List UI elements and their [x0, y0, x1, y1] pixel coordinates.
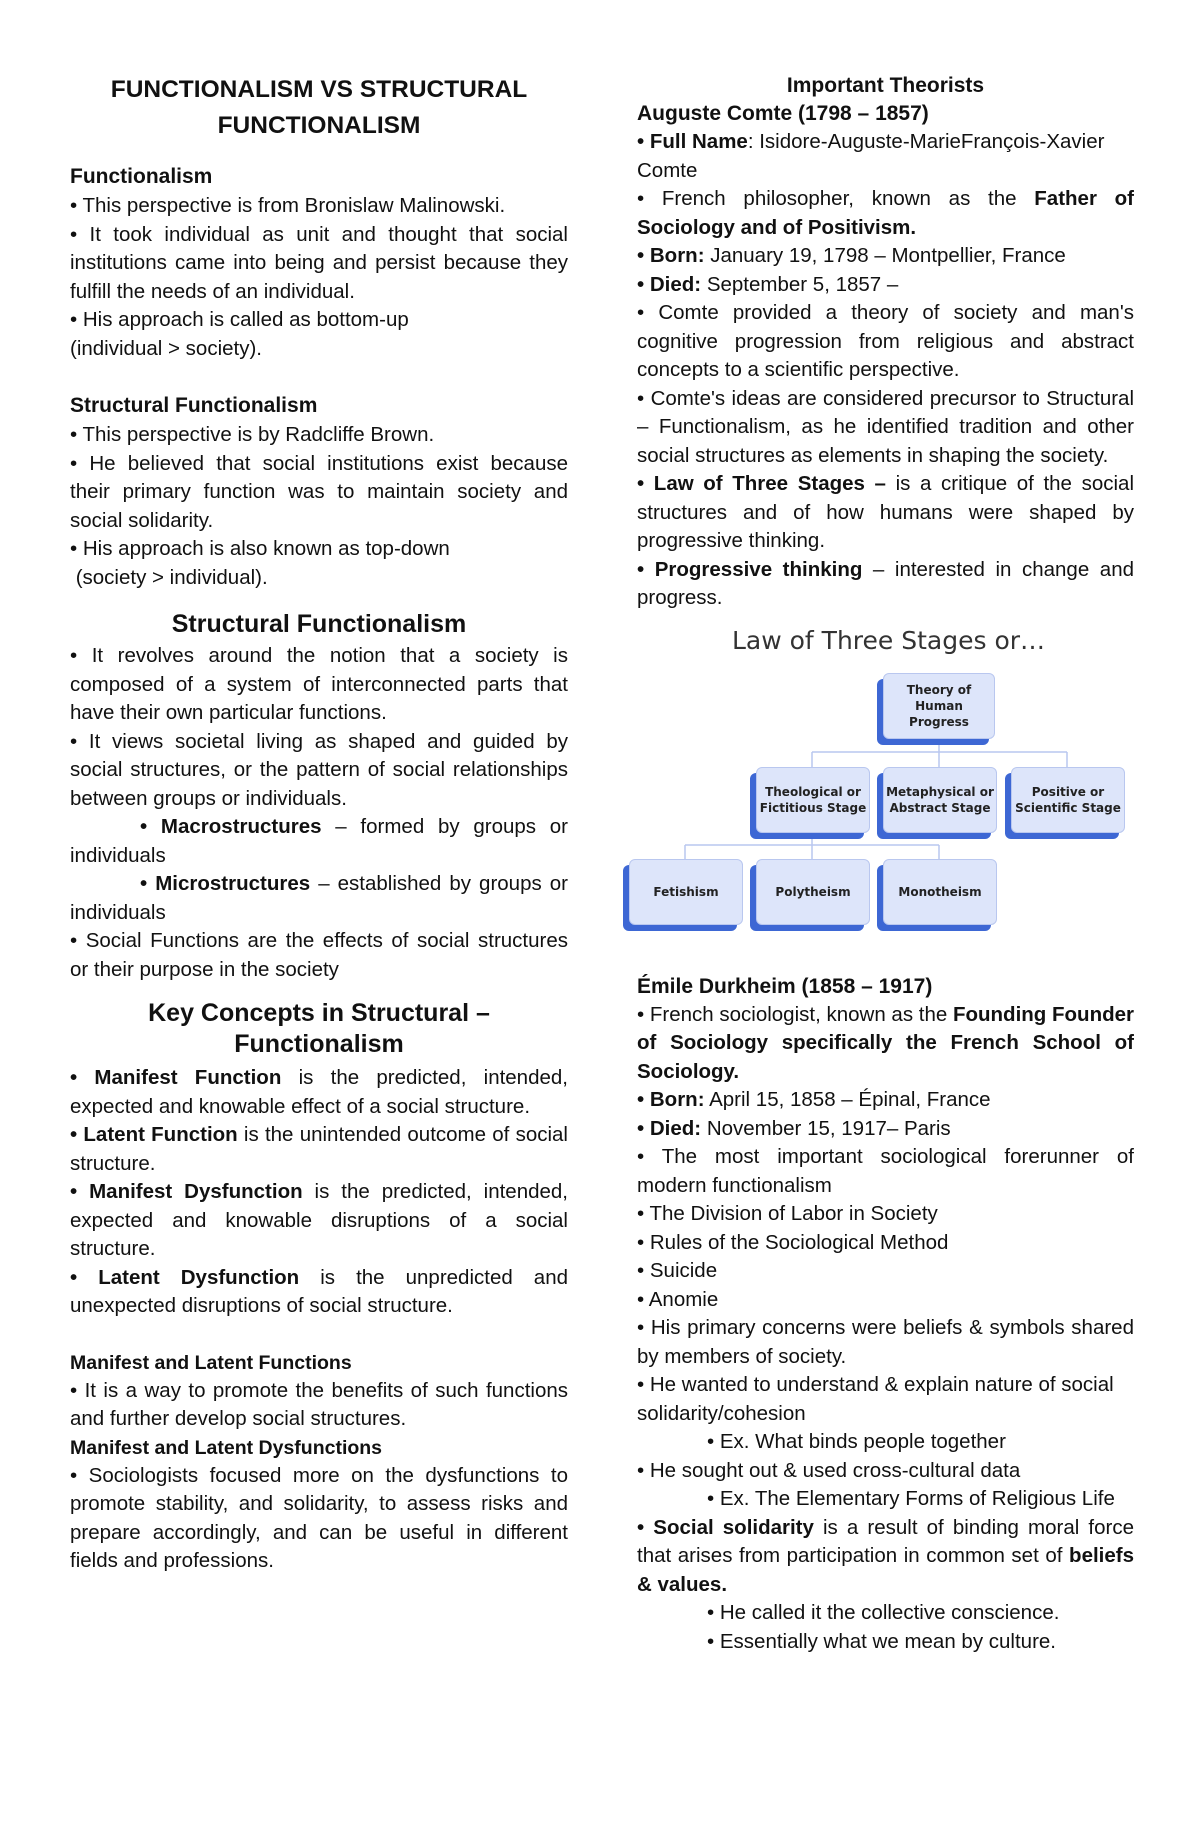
durkheim-died-text: November 15, 1917– Paris: [701, 1116, 951, 1140]
diagram-title: Law of Three Stages or…: [732, 625, 1046, 655]
progressive-thinking-text: – interested in change and progress.: [637, 557, 1134, 609]
structural2-bullet-1: • It revolves around the notion that a society is composed of a system of interconnected parts that have their own particular functions.: [70, 644, 568, 724]
latent-dysfunction-label: • Latent Dysfunction: [70, 1265, 300, 1289]
microstructures-text: – established by groups or individuals: [70, 872, 568, 924]
manifest-latent-functions-heading: Manifest and Latent Functions: [70, 1351, 352, 1374]
social-solidarity-text: is a result of binding moral force that arises from participation in common set of: [637, 1515, 1134, 1567]
latent-function-text: is the unintended outcome of social structure.: [70, 1123, 568, 1175]
latent-dysfunction-item: [70, 1264, 568, 1321]
comte-fullname-text: : Isidore-Auguste-MarieFrançois-Xavier Comte: [637, 130, 1105, 182]
durkheim-died: [637, 1115, 1134, 1144]
structural-functionalism-heading: Structural Functionalism: [70, 394, 318, 417]
diagram-node-fetishism: Fetishism: [629, 859, 743, 925]
diagram-node-root: Theory of Human Progress: [883, 673, 995, 739]
comte-bullet-1-bold: Father of Sociology and of Positivism.: [637, 187, 1134, 239]
manifest-function-item: [70, 1064, 568, 1121]
comte-fullname-label: • Full Name: [637, 130, 748, 153]
diagram-node-positive: Positive or Scientific Stage: [1011, 767, 1125, 833]
comte-born-text: January 19, 1798 – Montpellier, France: [704, 244, 1066, 267]
structural-functionalism-section-title: Structural Functionalism: [171, 610, 467, 638]
progressive-thinking-label: • Progressive thinking: [637, 557, 863, 581]
latent-function-label: • Latent Function: [70, 1123, 238, 1146]
comte-bullet-1: [637, 185, 1134, 242]
microstructures-label: • Microstructures: [140, 872, 311, 895]
durkheim-bullet-1-bold: Founding Founder of Sociology specifically the French School of Sociology.: [637, 1002, 1135, 1083]
diagram-node-monotheism: Monotheism: [883, 859, 997, 925]
social-solidarity-label: • Social solidarity: [637, 1515, 814, 1539]
comte-bullet-1-text: • French philosopher, known as the: [637, 187, 1035, 210]
durkheim-bullet-3: • His primary concerns were beliefs & symbols shared by members of society.: [637, 1316, 1134, 1368]
diagram-node-polytheism: Polytheism: [756, 859, 870, 925]
comte-fullname: [637, 128, 1134, 185]
structural-bullet-2: • He believed that social institutions exist because their primary function was to maintain society and social solidarity.: [70, 451, 568, 532]
key-concepts-title: Key Concepts in Structural – Functionalism: [148, 999, 490, 1058]
structural-bullet-3-cont: (society > individual).: [70, 565, 268, 589]
law-of-three-stages-text: is a critique of the social structures and of how humans were shaped by progressive thinking.: [637, 472, 1134, 552]
macrostructures-item: [70, 813, 568, 870]
durkheim-born-text: April 15, 1858 – Épinal, France: [704, 1088, 991, 1111]
durkheim-died-label: • Died:: [637, 1116, 702, 1140]
structural-bullet-3: • His approach is also known as top-down: [70, 537, 450, 560]
comte-born: [637, 242, 1134, 271]
functionalism-heading: Functionalism: [70, 165, 213, 188]
comte-bullet-2: • Comte provided a theory of society and man's cognitive progression from religious and abstract concepts to a scientific perspective.: [637, 301, 1134, 381]
durkheim-bullet-4: • He wanted to understand & explain nature of social solidarity/cohesion: [637, 1373, 1114, 1425]
macrostructures-label: • Macrostructures: [140, 815, 322, 838]
functionalism-bullet-3: • His approach is called as bottom-up: [70, 308, 409, 331]
durkheim-work-1: • The Division of Labor in Society: [637, 1202, 938, 1225]
manifest-dysfunction-item: [70, 1178, 568, 1264]
durkheim-bullet-1: [637, 1001, 1134, 1087]
social-solidarity-sub-2: • Essentially what we mean by culture.: [707, 1629, 1057, 1653]
important-theorists-heading: Important Theorists: [786, 74, 985, 97]
manifest-latent-dysfunctions-bullet: • Sociologists focused more on the dysfunctions to promote stability, and solidarity, to assess risks and prepare accordingly, and can be useful in different fields and professions.: [70, 1463, 568, 1572]
manifest-function-label: • Manifest Function: [70, 1066, 282, 1089]
comte-died-text: September 5, 1857 –: [701, 272, 899, 296]
functionalism-bullet-3-cont: (individual > society).: [70, 336, 262, 360]
left-column: [70, 72, 568, 1576]
structural-bullet-1: • This perspective is by Radcliffe Brown.: [70, 423, 435, 446]
durkheim-bullet-4-example: • Ex. What binds people together: [707, 1430, 1006, 1453]
comte-died: [637, 271, 1134, 300]
manifest-dysfunction-text: is the predicted, intended, expected and knowable disruptions of a social structure.: [70, 1180, 568, 1260]
manifest-latent-dysfunctions-heading: Manifest and Latent Dysfunctions: [70, 1436, 383, 1459]
functionalism-bullet-2: • It took individual as unit and thought that social institutions came into being and persist because they fulfill the needs of an individual.: [70, 222, 568, 303]
durkheim-bullet-5-example: • Ex. The Elementary Forms of Religious Life: [707, 1487, 1115, 1510]
social-solidarity-item: [637, 1514, 1134, 1600]
social-solidarity-bold: beliefs & values.: [637, 1544, 1134, 1596]
law-of-three-stages-diagram: [627, 627, 1127, 957]
durkheim-bullet-5: • He sought out & used cross-cultural data: [637, 1458, 1021, 1482]
durkheim-work-3: • Suicide: [637, 1259, 718, 1282]
durkheim-bullet-1-text: • French sociologist, known as the: [637, 1002, 953, 1026]
law-of-three-stages-item: [637, 470, 1134, 556]
social-solidarity-sub-1: • He called it the collective conscience.: [707, 1601, 1060, 1624]
manifest-latent-functions-bullet: • It is a way to promote the benefits of such functions and further develop social structures.: [70, 1378, 568, 1430]
law-of-three-stages-label: • Law of Three Stages –: [637, 472, 886, 495]
comte-died-label: • Died:: [637, 272, 702, 296]
manifest-function-text: is the predicted, intended, expected and knowable effect of a social structure.: [70, 1066, 568, 1118]
document-title: FUNCTIONALISM VS STRUCTURAL FUNCTIONALISM: [110, 76, 528, 139]
comte-born-label: • Born:: [637, 244, 705, 267]
functionalism-bullet-1: • This perspective is from Bronislaw Malinowski.: [70, 194, 506, 217]
durkheim-work-4: • Anomie: [637, 1287, 719, 1311]
comte-bullet-3: • Comte's ideas are considered precursor to Structural – Functionalism, as he identified tradition and other social structures as elements in shaping the society.: [637, 386, 1134, 467]
right-column: [637, 72, 1134, 1656]
microstructures-item: [70, 870, 568, 927]
latent-dysfunction-text: is the unpredicted and unexpected disruptions of social structure.: [70, 1265, 568, 1317]
durkheim-born-label: • Born:: [637, 1088, 705, 1111]
durkheim-work-2: • Rules of the Sociological Method: [637, 1230, 949, 1254]
durkheim-born: [637, 1086, 1134, 1115]
diagram-node-metaphysical: Metaphysical or Abstract Stage: [883, 767, 997, 833]
structural2-bullet-2: • It views societal living as shaped and guided by social structures, or the pattern of social relationships between groups or individuals.: [70, 729, 568, 810]
manifest-dysfunction-label: • Manifest Dysfunction: [70, 1180, 303, 1203]
diagram-node-theological: Theological or Fictitious Stage: [756, 767, 870, 833]
progressive-thinking-item: [637, 556, 1134, 613]
macrostructures-text: – formed by groups or individuals: [70, 815, 568, 867]
social-functions-bullet: • Social Functions are the effects of social structures or their purpose in the society: [70, 929, 568, 981]
comte-name: Auguste Comte (1798 – 1857): [637, 102, 929, 125]
durkheim-bullet-2: • The most important sociological forerunner of modern functionalism: [637, 1145, 1134, 1197]
latent-function-item: [70, 1121, 568, 1178]
durkheim-name: Émile Durkheim (1858 – 1917): [637, 974, 933, 998]
